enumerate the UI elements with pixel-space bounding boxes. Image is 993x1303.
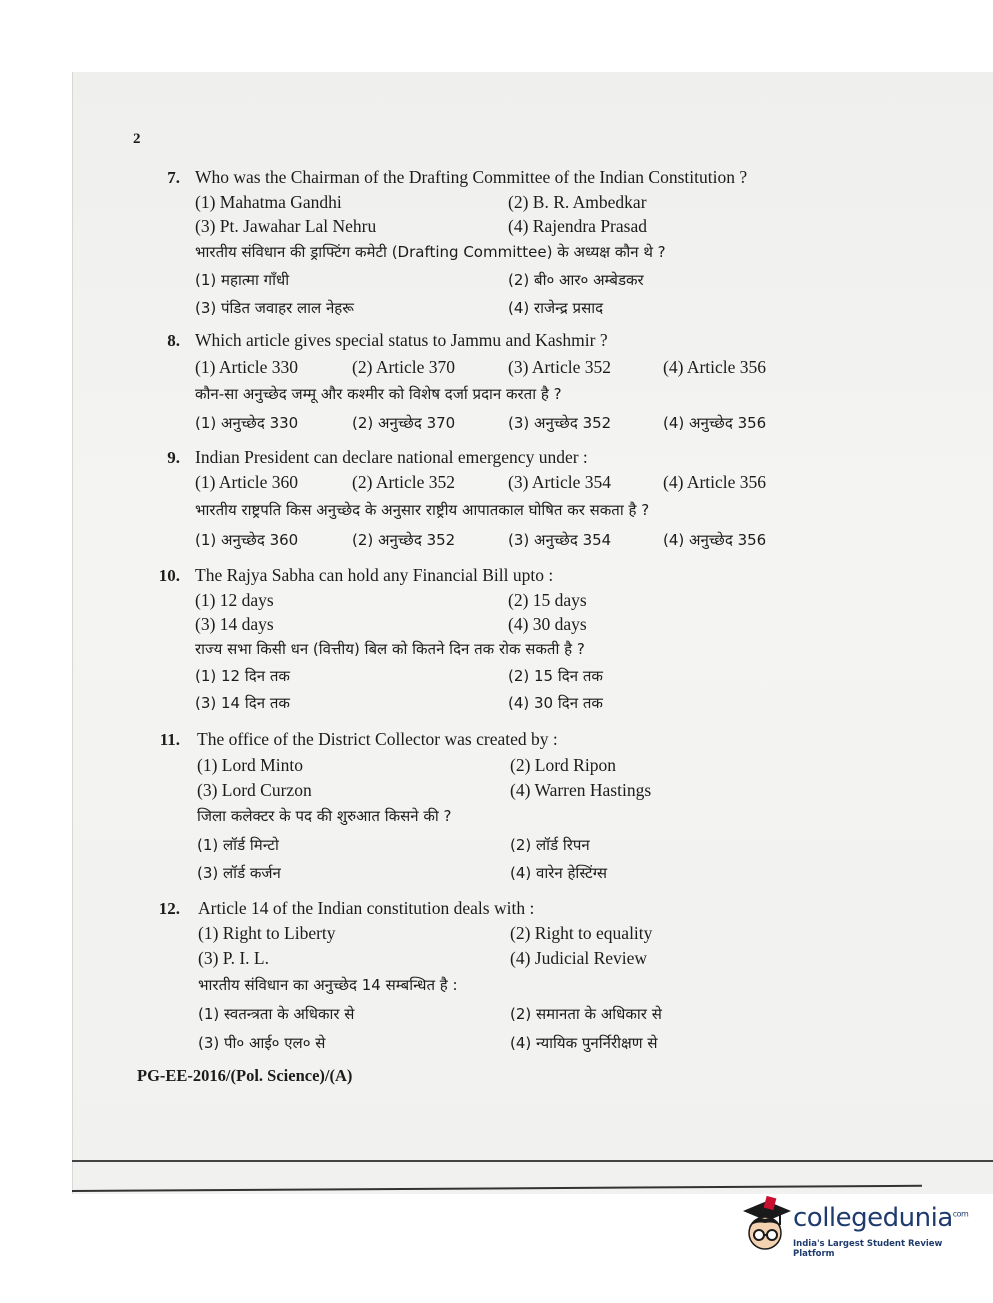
option-en-1: (1) Article 360 bbox=[195, 472, 299, 492]
page-number: 2 bbox=[133, 131, 141, 147]
question-text-en: Which article gives special status to Jammu and Kashmir ? bbox=[195, 330, 608, 350]
option-en-3: (3) Article 354 bbox=[508, 472, 612, 492]
option-hi-3: (3) अनुच्छेद 354 bbox=[508, 531, 612, 549]
question-number: 12. bbox=[158, 899, 180, 918]
option-hi-4: (4) अनुच्छेद 356 bbox=[663, 531, 767, 549]
option-hi-2: (2) 15 दिन तक bbox=[508, 667, 603, 685]
question-text-hi: भारतीय संविधान की ड्राफ्टिंग कमेटी (Drafting Committee) के अध्यक्ष कौन थे ? bbox=[195, 243, 666, 261]
option-hi-4: (4) वारेन हेस्टिंग्स bbox=[510, 864, 608, 882]
option-en-4: (4) Article 356 bbox=[663, 357, 767, 377]
question-number: 8. bbox=[167, 331, 180, 350]
option-hi-1: (1) 12 दिन तक bbox=[195, 667, 290, 685]
option-hi-4: (4) न्यायिक पुनर्निरीक्षण से bbox=[510, 1034, 658, 1052]
question-text-hi: कौन-सा अनुच्छेद जम्मू और कश्मीर को विशेष दर्जा प्रदान करता है ? bbox=[195, 385, 562, 403]
option-hi-3: (3) पी० आई० एल० से bbox=[198, 1034, 326, 1052]
option-hi-2: (2) अनुच्छेद 352 bbox=[352, 531, 456, 549]
option-en-2: (2) Article 352 bbox=[352, 472, 456, 492]
question-text-en: Who was the Chairman of the Drafting Committee of the Indian Constitution ? bbox=[195, 167, 748, 187]
option-en-3: (3) 14 days bbox=[195, 614, 274, 634]
question-text-en: The office of the District Collector was created by : bbox=[197, 729, 558, 749]
question-text-en: The Rajya Sabha can hold any Financial Bill upto : bbox=[195, 565, 554, 585]
option-en-2: (2) Right to equality bbox=[510, 923, 653, 943]
option-en-2: (2) B. R. Ambedkar bbox=[508, 192, 647, 212]
option-hi-4: (4) अनुच्छेद 356 bbox=[663, 414, 767, 432]
option-hi-3: (3) 14 दिन तक bbox=[195, 694, 290, 712]
logo-name: collegedunia bbox=[793, 1203, 953, 1233]
question-number: 11. bbox=[159, 730, 180, 749]
option-en-4: (4) Warren Hastings bbox=[510, 780, 652, 800]
option-en-3: (3) Lord Curzon bbox=[197, 780, 312, 800]
option-hi-1: (1) लॉर्ड मिन्टो bbox=[197, 836, 279, 854]
option-en-1: (1) Right to Liberty bbox=[198, 923, 336, 943]
page-bottom-rule bbox=[72, 1160, 993, 1162]
option-en-2: (2) 15 days bbox=[508, 590, 587, 610]
logo-tm: com bbox=[952, 1209, 969, 1219]
option-hi-4: (4) 30 दिन तक bbox=[508, 694, 603, 712]
option-hi-3: (3) अनुच्छेद 352 bbox=[508, 414, 612, 432]
option-hi-2: (2) बी० आर० अम्बेडकर bbox=[508, 271, 644, 289]
question-number: 9. bbox=[167, 448, 180, 467]
option-hi-2: (2) अनुच्छेद 370 bbox=[352, 414, 456, 432]
logo-wordmark bbox=[793, 1203, 968, 1233]
option-hi-2: (2) समानता के अधिकार से bbox=[510, 1005, 662, 1023]
question-number: 7. bbox=[167, 168, 180, 187]
option-en-3: (3) Article 352 bbox=[508, 357, 612, 377]
option-en-2: (2) Lord Ripon bbox=[510, 755, 616, 775]
paper-code: PG-EE-2016/(Pol. Science)/(A) bbox=[137, 1066, 353, 1085]
question-text-hi: भारतीय संविधान का अनुच्छेद 14 सम्बन्धित है : bbox=[198, 976, 458, 994]
option-en-4: (4) Judicial Review bbox=[510, 948, 648, 968]
question-number: 10. bbox=[158, 566, 180, 585]
option-hi-3: (3) पंडित जवाहर लाल नेहरू bbox=[195, 299, 354, 317]
option-hi-1: (1) स्वतन्त्रता के अधिकार से bbox=[198, 1005, 355, 1023]
question-text-hi: जिला कलेक्टर के पद की शुरुआत किसने की ? bbox=[197, 807, 452, 825]
option-en-4: (4) 30 days bbox=[508, 614, 587, 634]
option-en-1: (1) Article 330 bbox=[195, 357, 299, 377]
option-hi-2: (2) लॉर्ड रिपन bbox=[510, 836, 590, 854]
option-en-1: (1) 12 days bbox=[195, 590, 274, 610]
option-hi-1: (1) महात्मा गाँधी bbox=[195, 271, 290, 289]
graduate-mascot-icon bbox=[735, 1195, 795, 1259]
logo-tagline: India's Largest Student Review Platform bbox=[793, 1239, 943, 1259]
question-text-hi: भारतीय राष्ट्रपति किस अनुच्छेद के अनुसार राष्ट्रीय आपातकाल घोषित कर सकता है ? bbox=[195, 501, 650, 519]
option-en-2: (2) Article 370 bbox=[352, 357, 456, 377]
option-en-4: (4) Article 356 bbox=[663, 472, 767, 492]
option-hi-1: (1) अनुच्छेद 330 bbox=[195, 414, 299, 432]
option-hi-4: (4) राजेन्द्र प्रसाद bbox=[508, 299, 604, 317]
collegedunia-logo bbox=[735, 1195, 969, 1265]
question-text-en: Indian President can declare national emergency under : bbox=[195, 447, 588, 467]
option-hi-1: (1) अनुच्छेद 360 bbox=[195, 531, 299, 549]
question-text-hi: राज्य सभा किसी धन (वित्तीय) बिल को कितने दिन तक रोक सकती है ? bbox=[195, 640, 585, 658]
option-en-3: (3) Pt. Jawahar Lal Nehru bbox=[195, 216, 377, 236]
option-hi-3: (3) लॉर्ड कर्जन bbox=[197, 864, 281, 882]
option-en-1: (1) Mahatma Gandhi bbox=[195, 192, 342, 212]
option-en-4: (4) Rajendra Prasad bbox=[508, 216, 647, 236]
option-en-3: (3) P. I. L. bbox=[198, 948, 269, 968]
option-en-1: (1) Lord Minto bbox=[197, 755, 303, 775]
question-text-en: Article 14 of the Indian constitution deals with : bbox=[198, 898, 535, 918]
